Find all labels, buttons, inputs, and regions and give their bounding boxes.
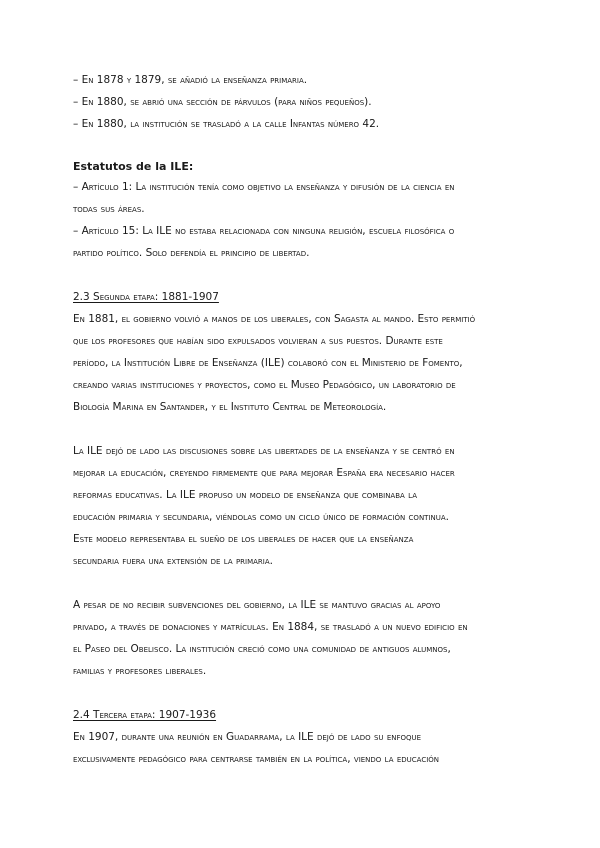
section-title: 2.3 Segunda etapa: 1881-1907 — [73, 291, 219, 303]
statutes-heading: Estatutos de la ILE: — [73, 160, 194, 173]
paragraph-line: educación primaria y secundaria, viéndolas como un ciclo único de formación continua. — [73, 511, 450, 523]
statute-line: todas sus áreas. — [73, 203, 145, 215]
paragraph-line: exclusivamente pedagógico para centrarse también en la política, viendo la educación — [73, 753, 440, 765]
paragraph-line: privado, a través de donaciones y matrículas. En 1884, se trasladó a un nuevo edificio en — [73, 621, 468, 633]
paragraph-line: mejorar la educación, creyendo firmemente que para mejorar España era necesario hacer — [73, 467, 455, 479]
statute-line: – Artículo 1: La institución tenía como objetivo la enseñanza y difusión de la ciencia en — [73, 181, 455, 193]
statute-line: – Artículo 15: La ILE no estaba relacionada con ninguna religión, escuela filosófica o — [73, 225, 455, 237]
paragraph-line: que los profesores que habían sido expulsados volvieran a sus puestos. Durante este — [73, 335, 443, 347]
paragraph-line: creando varias instituciones y proyectos, como el Museo Pedagógico, un laboratorio de — [73, 379, 456, 391]
paragraph-line: reformas educativas. La ILE propuso un modelo de enseñanza que combinaba la — [73, 489, 417, 501]
paragraph-line: En 1907, durante una reunión en Guadarrama, la ILE dejó de lado su enfoque — [73, 731, 422, 743]
paragraph-line: secundaria fuera una extensión de la primaria. — [73, 555, 273, 567]
list-item: – En 1878 y 1879, se añadió la enseñanza primaria. — [73, 74, 308, 86]
paragraph-line: Biología Marina en Santander, y el Instituto Central de Meteorología. — [73, 401, 387, 413]
paragraph-line: La ILE dejó de lado las discusiones sobre las libertades de la enseñanza y se centró en — [73, 445, 455, 457]
paragraph-line: Este modelo representaba el sueño de los liberales de hacer que la enseñanza — [73, 533, 414, 545]
section-title: 2.4 Tercera etapa: 1907-1936 — [73, 709, 217, 721]
statute-line: partido político. Solo defendía el principio de libertad. — [73, 247, 310, 259]
paragraph-line: En 1881, el gobierno volvió a manos de los liberales, con Sagasta al mando. Esto permitió — [73, 313, 476, 325]
paragraph-line: el Paseo del Obelisco. La institución creció como una comunidad de antiguos alumnos, — [73, 643, 451, 655]
paragraph-line: familias y profesores liberales. — [73, 665, 207, 677]
list-item: – En 1880, se abrió una sección de párvulos (para niños pequeños). — [73, 96, 372, 108]
paragraph-line: A pesar de no recibir subvenciones del gobierno, la ILE se mantuvo gracias al apoyo — [73, 599, 441, 611]
paragraph-line: período, la Institución Libre de Enseñanza (ILE) colaboró con el Ministerio de Fomento, — [73, 357, 463, 369]
list-item: – En 1880, la institución se trasladó a la calle Infantas número 42. — [73, 118, 380, 130]
